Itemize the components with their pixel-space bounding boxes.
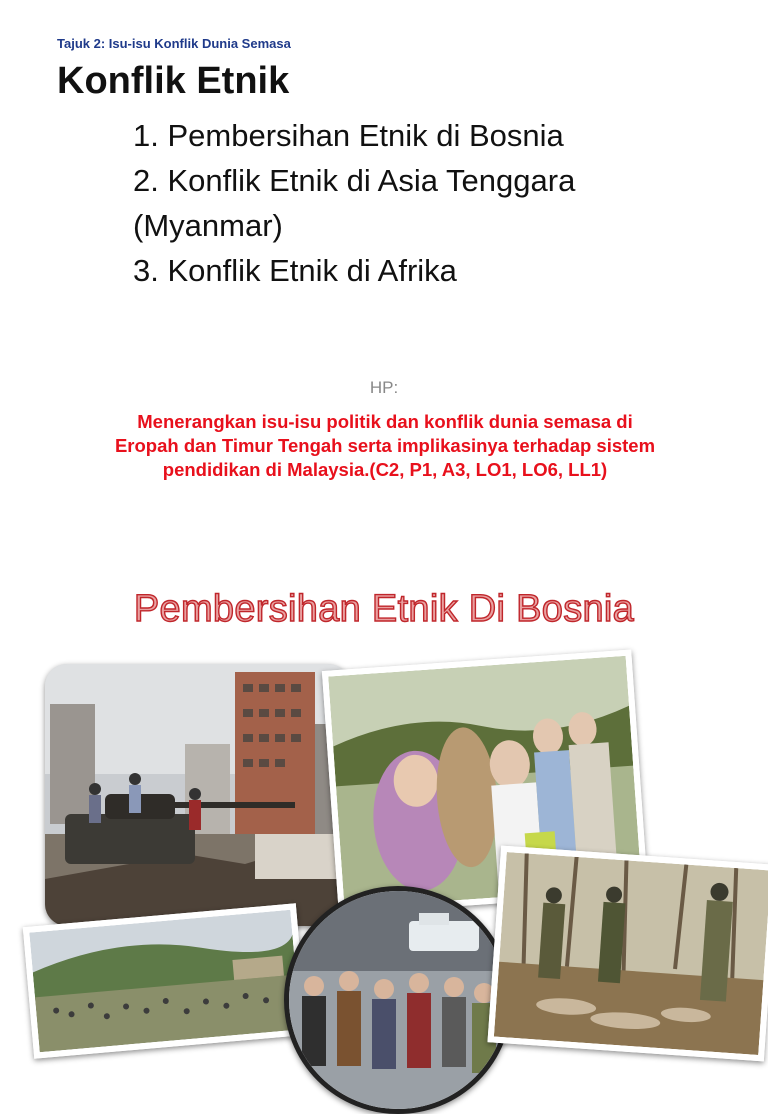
photo-crowd-field	[23, 903, 307, 1058]
hp-label: HP:	[369, 378, 399, 397]
photo-soldiers-forest	[487, 846, 768, 1062]
topic-label: Tajuk 2: Isu-isu Konflik Dunia Semasa	[57, 36, 291, 51]
photo-crowd-vehicle	[284, 886, 512, 1114]
learning-outcome-text: Menerangkan isu-isu politik dan konflik dunia semasa di Eropah dan Timur Tengah serta implikasinya terhadap sistem pendidikan di Malaysia.(C2, P1, A3, LO1, LO6, LL1)	[114, 411, 656, 480]
list-item: 1. Pembersihan Etnik di Bosnia	[133, 118, 564, 153]
list-item: 2. Konflik Etnik di Asia Tenggara	[133, 163, 576, 198]
photo-tank-street	[45, 664, 350, 926]
topic-list	[133, 113, 733, 293]
page-title: Konflik Etnik	[57, 60, 290, 102]
section-heading: Pembersihan Etnik Di Bosnia	[133, 588, 635, 630]
list-item: (Myanmar)	[133, 208, 283, 243]
list-item: 3. Konflik Etnik di Afrika	[133, 253, 457, 288]
